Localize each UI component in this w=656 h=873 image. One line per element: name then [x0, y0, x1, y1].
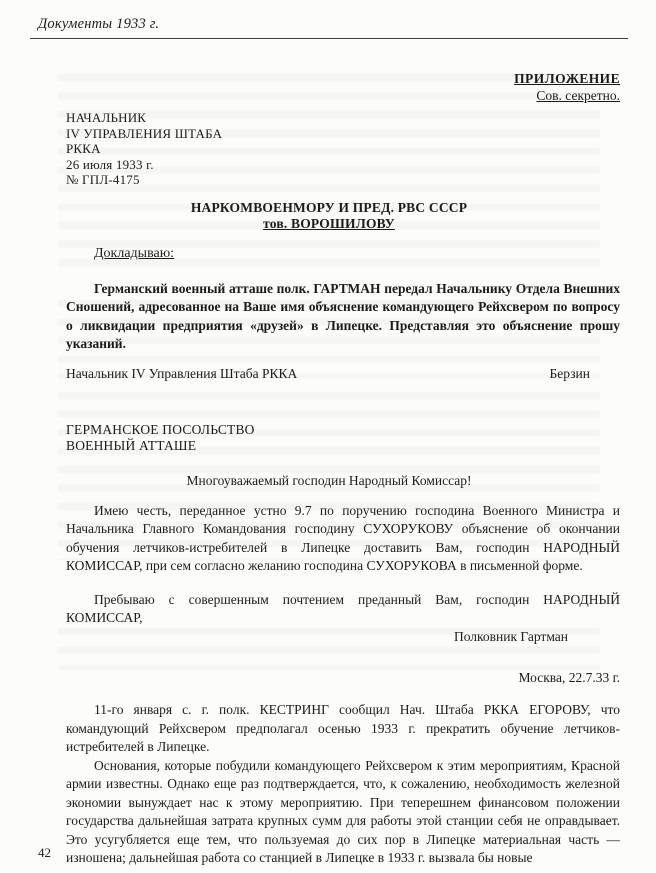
sender-line-1: НАЧАЛЬНИК — [66, 110, 147, 125]
sender-line-3: РККА — [66, 141, 101, 157]
embassy-line-2: ВОЕННЫЙ АТТАШЕ — [66, 438, 197, 454]
appendix-label: ПРИЛОЖЕНИЕ — [514, 71, 620, 86]
signature-name: Берзин — [549, 365, 590, 381]
letter-signature: Полковник Гартман — [453, 628, 568, 644]
body-paragraph-1: 11-го января с. г. полк. КЕСТРИНГ сообщил Нач. Штаба РККА ЕГОРОВУ, что командующий Рейхсвером предполагал осенью 1933 г. прекратить обучение летчиков-истребителей в Липецке. — [66, 702, 620, 755]
addressee-line-1: НАРКОМВОЕНМОРУ И ПРЕД. РВС СССР — [190, 199, 468, 215]
report-paragraph: Германский военный атташе полк. ГАРТМАН передал Начальнику Отдела Внешних Сношений, адресованное на Ваше имя объяснение командующего Рейхсвером по вопросу о ликвидации предприятия «друзей» в Липецке. Представляя это объяснение прошу указаний. — [66, 280, 620, 352]
signature-title: Начальник IV Управления Штаба РККА — [66, 365, 298, 381]
salutation: Многоуважаемый господин Народный Комиссар! — [186, 472, 472, 488]
page-number: 42 — [38, 845, 51, 860]
report-label: Докладываю: — [94, 245, 175, 261]
letter-paragraph-1: Имею честь, переданное устно 9.7 по поручению господина Военного Министра и Начальника Главного Командования господину СУХОРУКОВУ объяснение об окончании обучения летчиков-истребителей в Липецке доставить Вам, господин НАРОДНЫЙ КОМИССАР, при сем согласно желанию господина СУХОРУКОВА в письменной форме. — [66, 502, 620, 574]
sender-line-2: IV УПРАВЛЕНИЯ ШТАБА — [66, 125, 223, 141]
addressee-block — [38, 200, 620, 232]
letter-paragraph-2: Пребываю с совершенным почтением преданный Вам, господин НАРОДНЫЙ КОМИССАР, — [66, 591, 620, 626]
sender-number: № ГПЛ-4175 — [66, 172, 140, 188]
signature-row — [66, 366, 590, 382]
embassy-line-1: ГЕРМАНСКОЕ ПОСОЛЬСТВО — [66, 421, 255, 437]
book-header: Документы 1933 г. — [38, 16, 160, 32]
secrecy-label: Сов. секретно. — [536, 87, 620, 103]
letter-place-date: Москва, 22.7.33 г. — [518, 670, 620, 686]
header-divider — [30, 38, 628, 39]
body-paragraph-2: Основания, которые побудили командующего Рейхсвером к этим мероприятиям, Красной армии известны. Однако еще раз подтверждается, что, к сожалению, необходимость железной экономии вынуждает нас к этому мероприятию. При теперешнем финансовом положении государства дальнейшая затрата крупных сумм для работы этой станции себя не оправдывает. Это усугубляется еще тем, что пользуемая до сих пор в Липецке материальная часть — изношена; дальнейшая работа со станцией в Липецке в 1933 г. вызвала бы новые — [66, 757, 620, 866]
classification-block — [38, 71, 620, 104]
embassy-block — [66, 422, 620, 455]
addressee-line-2: тов. ВОРОШИЛОВУ — [263, 215, 395, 231]
sender-date: 26 июля 1933 г. — [66, 156, 154, 172]
sender-block — [66, 110, 620, 188]
